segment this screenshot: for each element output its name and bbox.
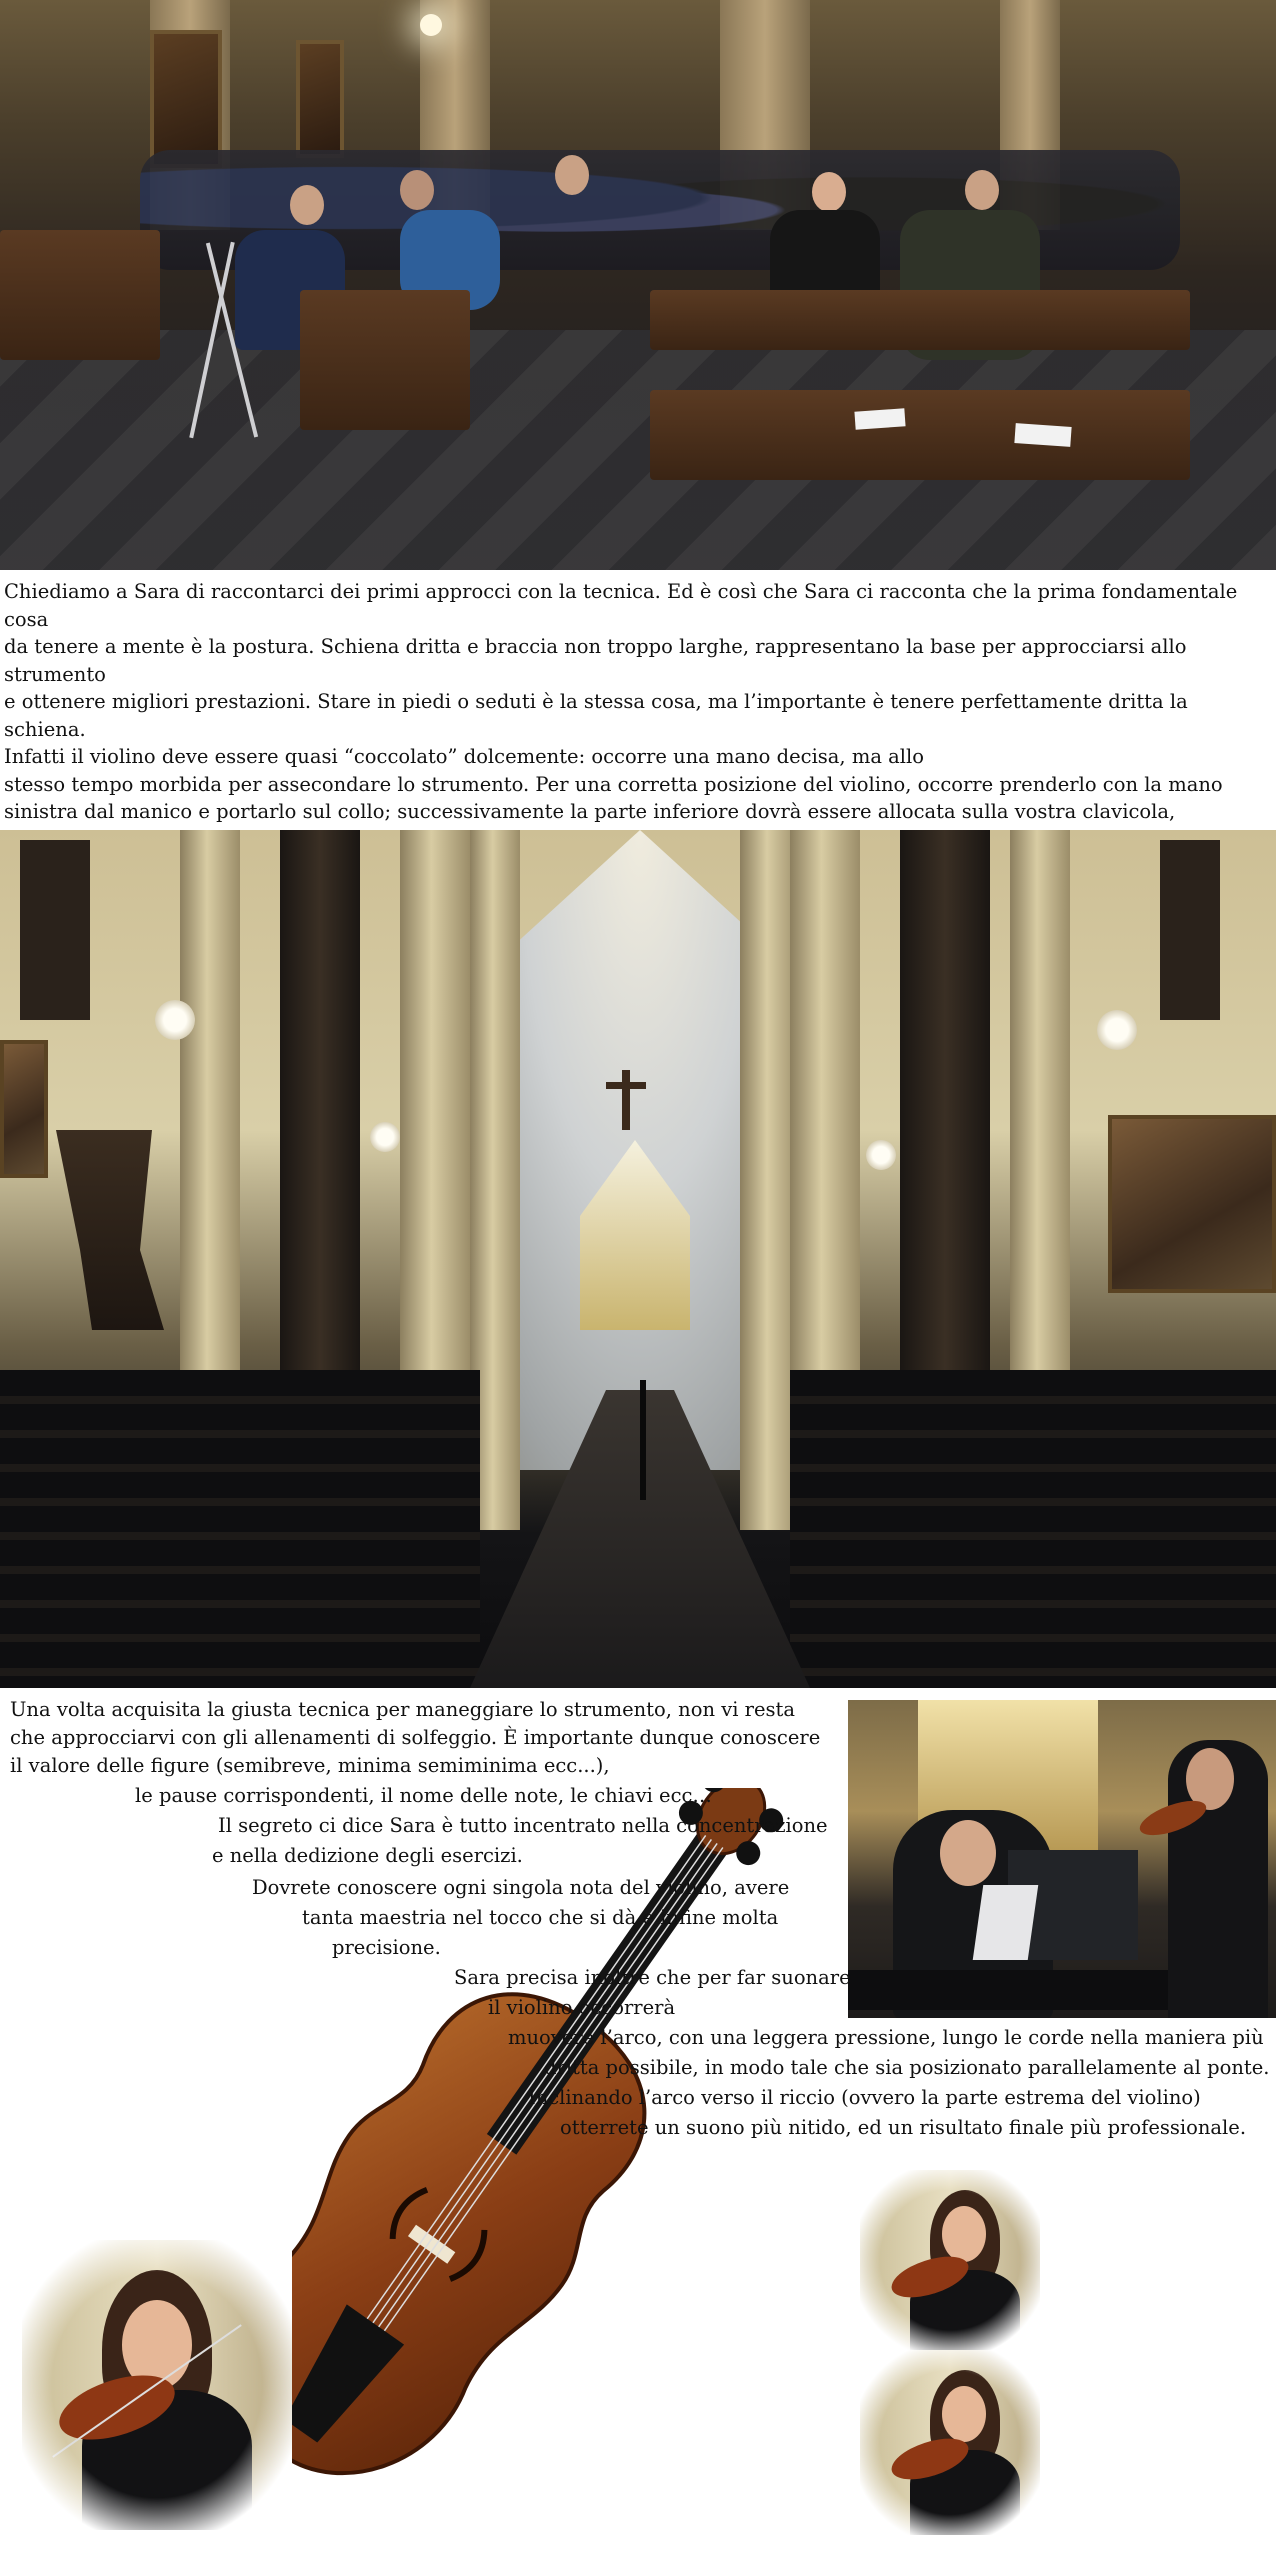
music-stand (640, 1380, 646, 1500)
text-line: otterrete un suono più nitido, ed un risultato finale più professionale. (560, 2116, 1247, 2139)
laptop (973, 1885, 1039, 1960)
text-line: che approcciarvi con gli allenamenti di solfeggio. È importante dunque conoscere (10, 1726, 821, 1749)
text-line: il violino occorrerà (488, 1996, 676, 2019)
stained-window (20, 840, 90, 1020)
text-line: muovere l’arco, con una leggera pressione, lungo le corde nella maniera più (508, 2026, 1264, 2049)
crucifix-icon (622, 1070, 630, 1130)
text-line: sinistra dal manico e portarlo sul collo; successivamente la parte inferiore dovrà essere allocata sulla vostra clavicola, (4, 800, 1176, 823)
hanging-lamp (1097, 1010, 1137, 1050)
text-line: Il segreto ci dice Sara è tutto incentrato nella concentrazione (218, 1814, 828, 1837)
text-line: precisione. (332, 1936, 441, 1959)
wall-painting (1108, 1115, 1276, 1293)
pew (0, 230, 160, 360)
violinist-vignette (860, 2350, 1040, 2535)
text-line: Inclinando l’arco verso il riccio (ovvero la parte estrema del violino) (528, 2086, 1201, 2109)
light-fixture (420, 14, 442, 36)
violinist-vignette (22, 2240, 292, 2530)
text-line: Chiediamo a Sara di raccontarci dei primi approcci con la tecnica. Ed è così che Sara ci racconta che la prima fondamentale cosa (4, 580, 1238, 631)
text-line: e nella dedizione degli esercizi. (212, 1844, 523, 1867)
wall-painting (296, 40, 344, 158)
text-line: le pause corrispondenti, il nome delle note, le chiavi ecc… (135, 1784, 712, 1807)
paper-sheet (1014, 423, 1071, 447)
pews-right (790, 1370, 1276, 1688)
stained-window (1160, 840, 1220, 1020)
person-head (400, 170, 434, 210)
pulpit (44, 1130, 164, 1330)
wall-painting (0, 1040, 48, 1178)
pianist-head (940, 1820, 996, 1886)
text-line: Infatti il violino deve essere quasi “coccolato” dolcemente: occorre una mano decisa, ma allo (4, 745, 924, 768)
pew (300, 290, 470, 430)
hanging-lamp (866, 1140, 896, 1170)
paper-sheet (854, 408, 905, 429)
text-line: Una volta acquisita la giusta tecnica per maneggiare lo strumento, non vi resta (10, 1698, 795, 1721)
pew (650, 390, 1190, 480)
person-head (965, 170, 999, 210)
violinist-vignette (860, 2170, 1040, 2350)
person-head (290, 185, 324, 225)
text-line: tanta maestria nel tocco che si dà e infine molta (302, 1906, 779, 1929)
text-line: Sara precisa inoltre che per far suonare (454, 1966, 851, 1989)
pianist-violinist-photo (848, 1700, 1276, 2018)
keyboard (848, 1970, 1208, 2010)
audience-photo (0, 0, 1276, 570)
hanging-lamp (155, 1000, 195, 1040)
wall-painting (150, 30, 222, 168)
church-interior-photo (0, 830, 1276, 1688)
person-head (555, 155, 589, 195)
text-line: il valore delle figure (semibreve, minima semiminima ecc...), (10, 1754, 610, 1777)
text-line: e ottenere migliori prestazioni. Stare in piedi o seduti è la stessa cosa, ma l’importante è tenere perfettamente dritta la schiena. (4, 690, 1188, 741)
crucifix-bar (606, 1082, 646, 1089)
text-line: Dovrete conoscere ogni singola nota del violino, avere (252, 1876, 790, 1899)
text-line: stesso tempo morbida per assecondare lo strumento. Per una corretta posizione del violino, occorre prenderlo con la mano (4, 772, 1223, 796)
person-head (812, 172, 846, 212)
text-line: da tenere a mente è la postura. Schiena dritta e braccia non troppo larghe, rappresentano la base per approcciarsi allo strumento (4, 635, 1187, 686)
hanging-lamp (370, 1122, 400, 1152)
pew (650, 290, 1190, 350)
pews-left (0, 1370, 480, 1688)
text-line: dritta possibile, in modo tale che sia posizionato parallelamente al ponte. (544, 2056, 1270, 2079)
